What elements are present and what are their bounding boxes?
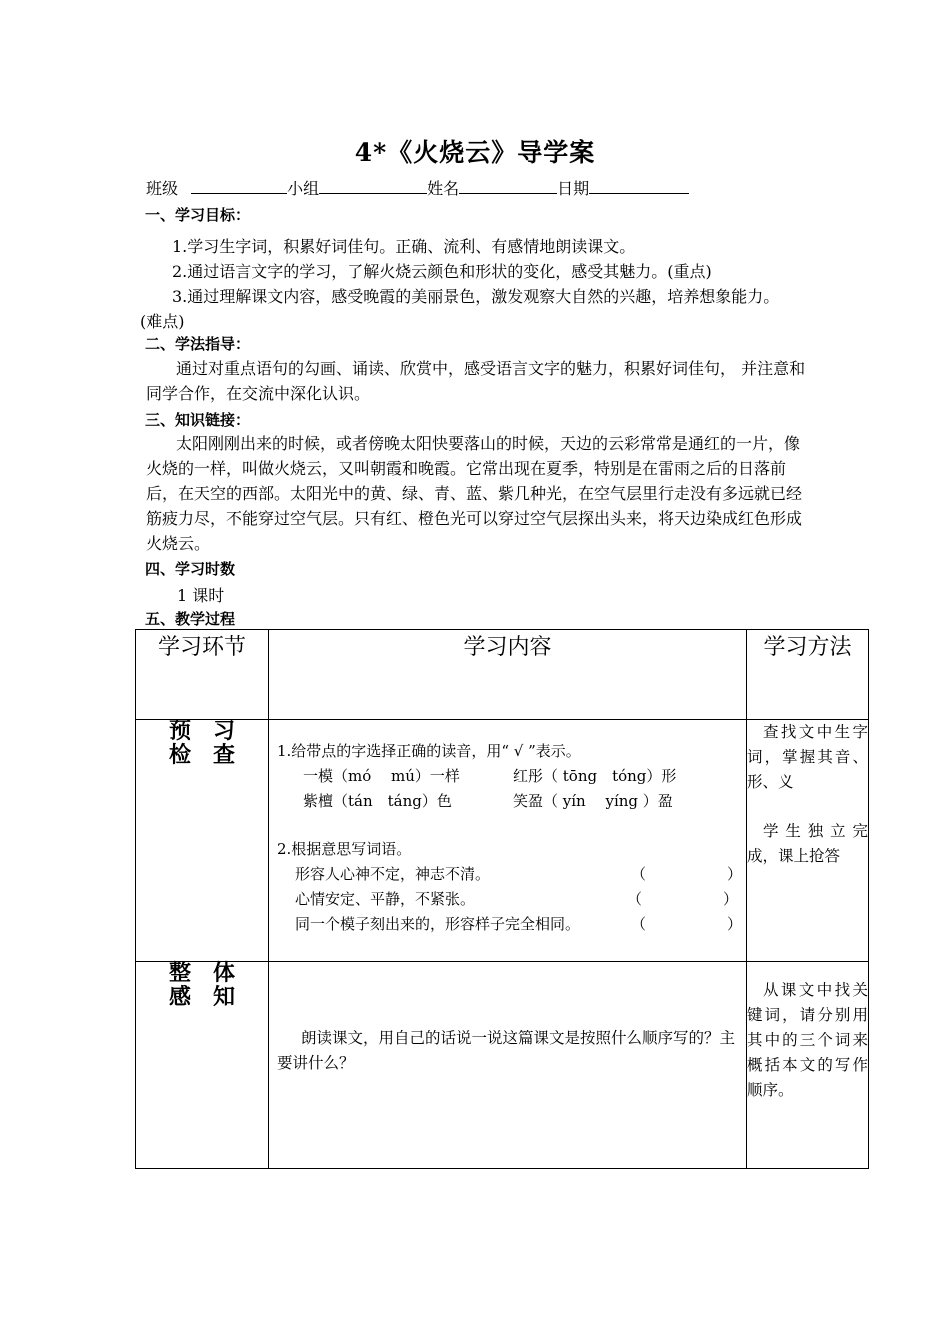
class-label: 班级 [146,179,179,198]
goal-3-note: (难点) [140,312,185,331]
q2-item: 心情安定、平静，不紧张。 [295,890,476,908]
hours-value: 1 课时 [177,586,225,605]
date-blank [589,179,689,194]
answer-paren-close: ） [727,915,743,933]
goal-2: 2.通过语言文字的学习，了解火烧云颜色和形状的变化，感受其魅力。(重点) [172,262,712,281]
q1-item: 一模（mó mú）一样 [303,767,460,785]
table-header-row [136,630,869,720]
section-heading-method: 二、学法指导： [145,335,251,353]
q2-title: 2.根据意思写词语。 [277,840,412,858]
q2-item: 形容人心神不定，神志不清。 [295,865,491,883]
method-overall-perception: 从课文中找关键词，请分别用其中的三个词来概括本文的写作顺序。 [747,962,869,1169]
q1-item: 红彤（ tōng tóng）形 [513,767,677,785]
method-preview-check: 查找文中生字词，掌握其音、形、义 学生独立完成，课上抢答 [747,720,869,962]
answer-paren-close: ） [727,865,743,883]
header-method: 学习方法 [747,630,869,720]
answer-paren-open: （ [631,865,647,883]
section-heading-process: 五、教学过程 [145,610,236,628]
stage-overall-perception: 整 体 感 知 [136,962,269,1169]
q2-item: 同一个模子刻出来的，形容样子完全相同。 [295,915,581,933]
answer-paren-open: （ [627,890,643,908]
name-label: 姓名 [427,179,460,198]
table-row [136,962,869,1169]
content-overall-perception [269,962,747,1169]
goal-1: 1.学习生字词，积累好词佳句。正确、流利、有感情地朗读课文。 [172,237,636,256]
section-heading-hours: 四、学习时数 [145,560,236,578]
name-blank [459,179,557,194]
section-heading-knowledge: 三、知识链接： [145,411,251,429]
header-stage: 学习环节 [136,630,269,720]
process-table [135,629,869,1169]
knowledge-paragraph: 太阳刚刚出来的时候，或者傍晚太阳快要落山的时候，天边的云彩常常是通红的一片，像火烧的一样，叫做火烧云，又叫朝霞和晚霞。它常出现在夏季，特别是在雷雨之后的日落前后，在天空的西部。太阳光中的黄、绿、青、蓝、紫几种光，在空气层里行走没有多远就已经筋疲力尽，不能穿过空气层。只有红、橙色光可以穿过空气层探出头来，将天边染成红色形成火烧云。 [146,434,803,553]
content-preview-check [269,720,747,962]
student-info-line [146,176,689,199]
method-paragraph: 通过对重点语句的勾画、诵读、欣赏中，感受语言文字的魅力，积累好词佳句， 并注意和同学合作，在交流中深化认识。 [146,359,806,403]
page-title: 4*《火烧云》导学案 [354,138,596,167]
section-heading-goals: 一、学习目标： [145,206,251,224]
answer-paren-close: ） [723,890,739,908]
stage-preview-check: 预 习 检 查 [136,720,269,962]
class-blank [191,179,287,194]
table-row [136,720,869,962]
date-label: 日期 [557,179,590,198]
group-blank [319,179,427,194]
header-content: 学习内容 [269,630,747,720]
reading-task: 朗读课文，用自己的话说一说这篇课文是按照什么顺序写的？主要讲什么？ [277,1029,736,1072]
q1-item: 笑盈（ yín yíng ）盈 [513,792,673,810]
q1-title: 1.给带点的字选择正确的读音，用“ √ ”表示。 [277,742,581,760]
group-label: 小组 [287,179,320,198]
answer-paren-open: （ [631,915,647,933]
goal-3: 3.通过理解课文内容，感受晚霞的美丽景色，激发观察大自然的兴趣，培养想象能力。 [172,287,780,306]
q1-item: 紫檀（tán táng）色 [303,792,452,810]
